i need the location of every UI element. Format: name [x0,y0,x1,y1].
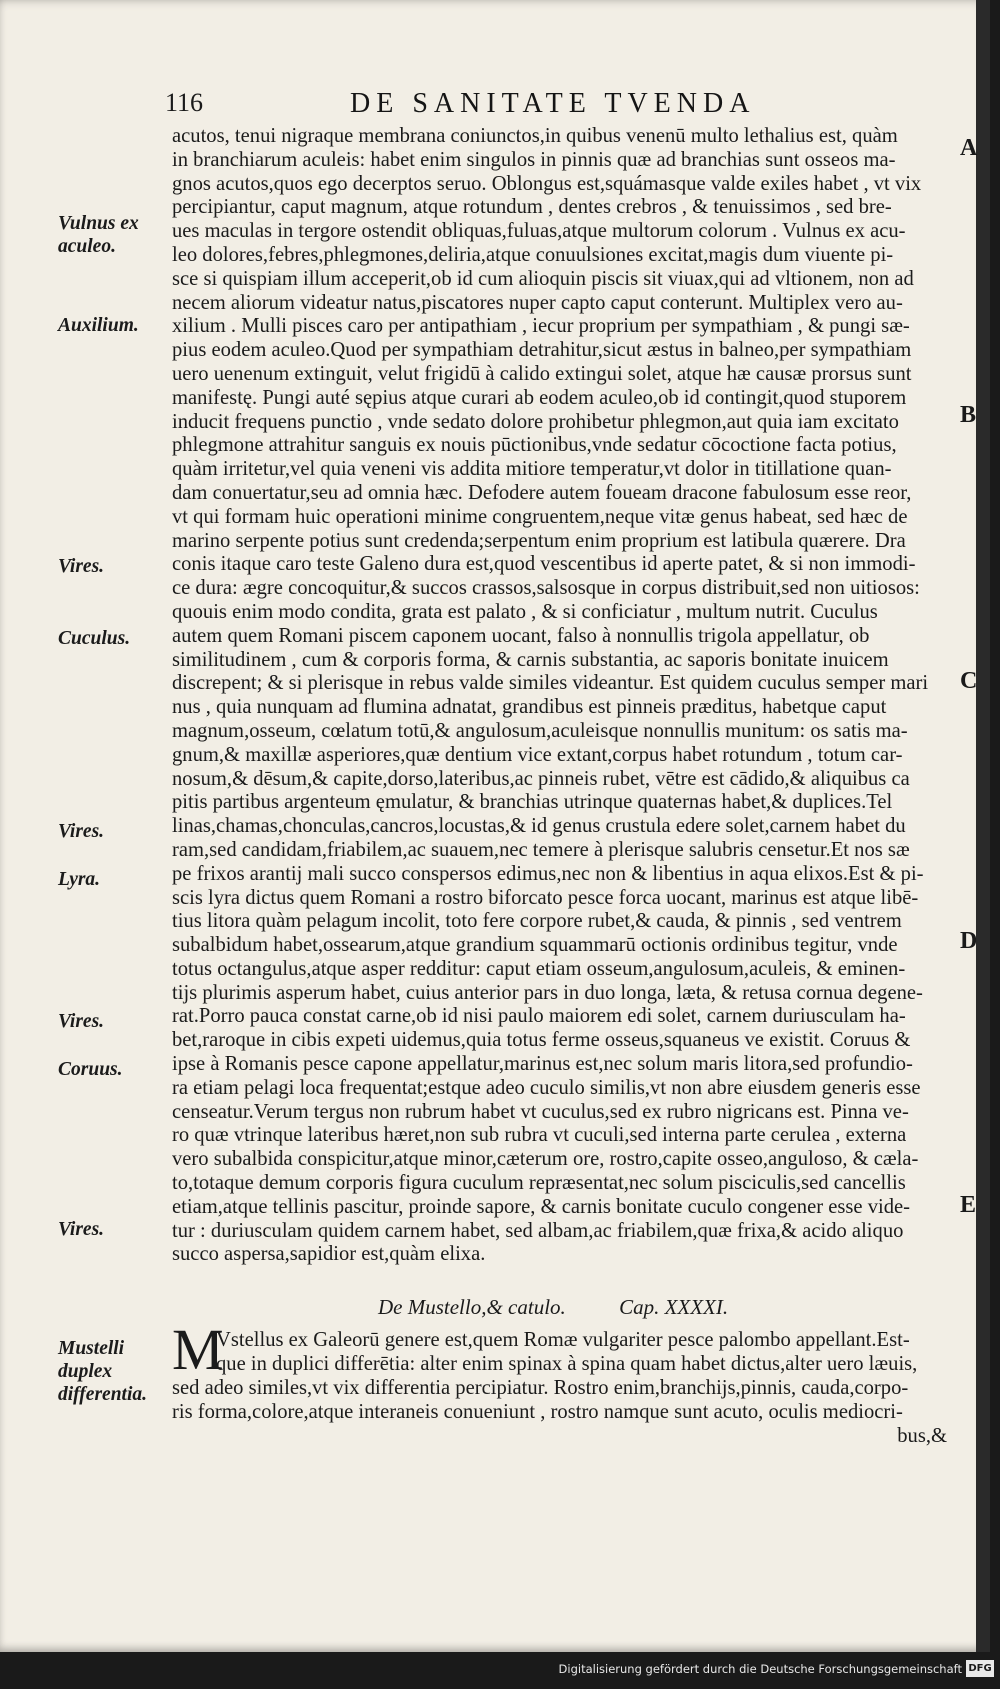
text-line: ra etiam pelagi loca frequentat;estque adeo cuculo similis,vt non abre eiusdem generis esse [172,1076,921,1099]
text-line: magnum,osseum, cœlatum totū,& angulosum,aculeisque nonnullis munitum: os satis ma- [172,719,908,742]
text-line: vt qui formam huic operationi minime congruentem,neque vitæ genus habeat, sed hæc de [172,505,908,528]
text-line: bet,raroque in cibis expeti uidemus,quia totus ferme osseus,squaneus ve existit. Coruus & [172,1029,911,1052]
text-line: vero subalbida conspicitur,atque minor,cæterum ore, rostro,capite osseo,anguloso, & cæla- [172,1148,919,1171]
text-line: pius eodem aculeo.Quod per sympathiam detrahitur,sicut æstus in balneo,per sympathiam [172,339,912,362]
text-line: inducit frequens punctio , vnde sedato dolore prohibetur phlegmon,aut quia iam excitato [172,410,899,433]
text-line: percipiantur, caput magnum, atque rotundum , dentes crebros , & tenuissimos , sed bre- [172,196,892,219]
chapter-heading [378,1295,776,1320]
text-line: tius litora quàm pelagum incolit, toto fere corpore rubet,& cauda, & pinnis , sed ventrem [172,910,902,933]
text-line: phlegmone attrahitur sanguis ex nouis pūctionibus,vnde sedatur cōcoctione facta potius, [172,434,897,457]
main-text [172,125,947,1267]
text-line: necem aliorum videatur natus,piscatores nuper capto caput conterunt. Multiplex vero au- [172,291,903,314]
chapter-text-line: sed adeo similes,vt vix differentia percipiatur. Rostro enim,branchijs,pinnis, cauda,corpo- [172,1377,909,1399]
section-letter-b: B [960,402,977,428]
text-line: similitudinem , cum & corporis forma, & carnis substantia, ac saporis bonitate inuicem [172,648,889,671]
chapter-text-line: bus,& [897,1425,947,1447]
margin-note-coruus: Coruus. [58,1059,123,1080]
margin-note-vires-4: Vires. [58,1219,105,1240]
text-line: in branchiarum aculeis: habet enim singulos in pinnis quæ ad branchias sunt osseos ma- [172,148,896,171]
text-line: manifestę. Pungi auté sępius atque curari ab eodem aculeo,ob id contingit,quod stuporem [172,386,907,409]
text-line: ce dura: ægre concoquitur,& succos crassos,salsosque in corpus distribuit,sed non uitiosos: [172,577,920,600]
chapter-number: Cap. XXXXI. [619,1295,729,1319]
margin-note-vires-3: Vires. [58,1011,105,1032]
text-line: ram,sed candidam,friabilem,ac suauem,nec temere à plerisque salubris censetur.Et nos sæ [172,838,910,861]
page-header [165,88,955,122]
text-line: rat.Porro pauca constat carne,ob id nisi paulo maiorem edi solet, carnem duriusculam ha- [172,1005,906,1028]
page-number: 116 [165,88,204,117]
text-line: linas,chamas,chonculas,cancros,locustas,& id genus crustula edere solet,carnem habet du [172,815,906,838]
margin-note-vulnus: Vulnus ex aculeo. [58,213,139,257]
section-letter-e: E [960,1192,977,1218]
chapter-title: De Mustello,& catulo. [378,1295,566,1319]
dfg-logo-icon: DFG [966,1660,994,1677]
margin-note-cuculus: Cuculus. [58,628,131,649]
text-line: leo dolores,febres,phlegmones,deliria,atque conuulsiones excitat,magis dum viuente pi- [172,243,894,266]
section-letter-c: C [960,668,978,694]
text-line: nosum,& dēsum,& capite,dorso,lateribus,ac pinneis rubet, vētre est cādido,& aliquibus ca [172,767,910,790]
text-line: tur : duriusculam quidem carnem habet, sed albam,ac friabilem,quæ frixa,& acido aliquo [172,1219,904,1242]
text-line: discrepent; & si plerisque in rebus valde similes videantur. Est quidem cuculus semper mari [172,672,929,695]
text-line: dam conuertatur,seu ad omnia hæc. Defodere autem foueam dracone fabulosum esse reor, [172,481,912,504]
text-line: totus octangulus,atque asper redditur: caput etiam osseum,angulosum,aculeis, & eminen- [172,957,906,980]
text-line: censeatur.Verum tergus non rubrum habet vt cuculus,sed ex rubro nigricans est. Pinna ve- [172,1100,909,1123]
text-line: conis itaque caro teste Galeno dura est,quod vescentibus id aperte patet, & si non immodi- [172,553,916,576]
text-line: gnos acutos,quos ego decerptos seruo. Oblongus est,squámasque valde exiles habet , vt vix [172,172,922,195]
text-line: succo aspersa,sapidior est,quàm elixa. [172,1243,486,1266]
text-line: ro quæ vtrinque lateribus hæret,non sub rubra vt cuculi,sed interna parte cerulea , externa [172,1124,907,1147]
text-line: acutos, tenui nigraque membrana coniunctos,in quibus venenū multo lethalius est, quàm [172,125,898,147]
text-line: ipse à Romanis pesce capone appellatur,marinus est,nec solum maris litora,sed profundio- [172,1053,913,1076]
page-edge [976,0,990,1652]
text-line: uero uenenum extinguit, velut frigidū à calido extingui solet, atque hæ causæ prorsus sunt [172,362,912,385]
running-head: DE SANITATE TVENDA [350,88,756,119]
text-line: subalbidum habet,ossearum,atque grandium squammarū octionis ordinibus tegitur, vnde [172,934,898,957]
text-line: etiam,atque tellinis pascitur, proinde sapore, & carnis bonitate cuculo congener esse vide- [172,1195,911,1218]
chapter-text-line: Vstellus ex Galeorū genere est,quem Romæ vulgariter pesce palombo appellant.Est- [216,1329,910,1351]
text-line: xilium . Mulli pisces caro per antipathiam , iecur proprium per sympathiam , & pungi sæ- [172,315,910,338]
text-line: tijs plurimis asperum habet, cuius anterior pars in duo longa, læta, & retusa cornua degene- [172,981,923,1004]
text-line: autem quem Romani piscem caponem uocant, falso à nonnullis trigola appellatur, ob [172,624,870,647]
margin-note-auxilium: Auxilium. [58,315,139,336]
footer-bar [0,1652,1000,1689]
text-line: marino serpente potius sunt credenda;serpentum enim proprium est latibula quærere. Dra [172,529,906,552]
text-line: nus , quia nunquam ad flumina adnatat, grandibus est pinneis præditus, habetque caput [172,696,887,719]
margin-note-mustelli: Mustelli duplex differentia. [58,1338,148,1405]
chapter-text-line: que in duplici differētia: alter enim spinax à spina quam habet dictus,alter uero læuis, [216,1353,918,1375]
text-line: quouis enim modo condita, grata est palato , & si conficiatur , multum nutrit. Cuculus [172,600,878,623]
section-letter-a: A [960,135,978,161]
margin-note-vires-2: Vires. [58,821,105,842]
text-line: pitis partibus argenteum ęmulatur, & branchias utrinque quaternas habet,& duplices.Tel [172,791,893,814]
text-line: to,totaque demum corporis figura cuculum repræsentat,nec solum pisciculis,sed cancellis [172,1172,906,1195]
text-line: ues maculas in tergore ostendit obliquas,fuluas,atque multorum colorum . Vulnus ex acu- [172,220,906,243]
text-line: scis lyra dictus quem Romani a rostro biforcato pesce forca uocant, marinus est atque libē- [172,886,919,909]
text-line: pe frixos arantij mali succo conspersos edimus,nec non & libentius in aqua elixos.Est & pi- [172,862,924,885]
margin-note-vires-1: Vires. [58,556,105,577]
margin-note-lyra: Lyra. [58,869,101,890]
text-line: sce si quispiam illum acceperit,ob id cum alioquin piscis sit viuax,qui ad vltionem, non ad [172,267,914,290]
chapter-text [172,1328,947,1448]
chapter-text-line: ris forma,colore,atque interaneis conueniunt , rostro namque sunt acuto, oculis mediocri- [172,1401,903,1423]
text-line: gnum,& maxillæ asperiores,quæ dentium vice extant,corpus habet rotundum , totum car- [172,743,903,766]
section-letter-d: D [960,928,978,954]
text-line: quàm irritetur,vel quia veneni vis addita mitiore temperatur,vt dolor in titillatione quan- [172,458,892,481]
drop-cap: M [172,1317,224,1382]
footer-credit: Digitalisierung gefördert durch die Deutsche Forschungsgemeinschaft [558,1662,962,1676]
